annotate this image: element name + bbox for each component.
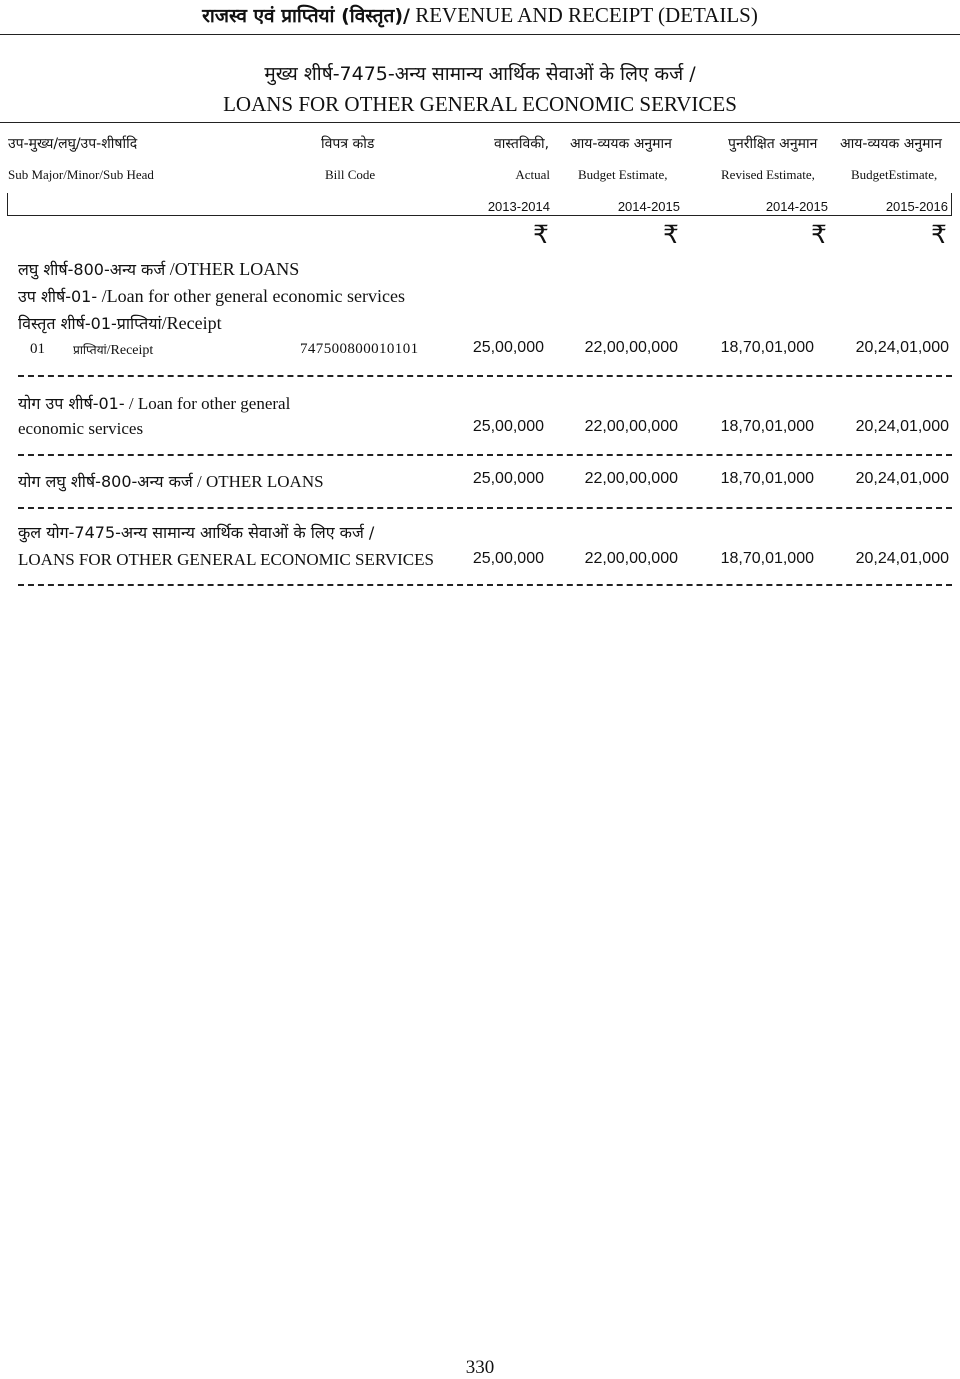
grand-total-revised: 18,70,01,000 <box>720 550 814 567</box>
grand-total-english: LOANS FOR OTHER GENERAL ECONOMIC SERVICES <box>18 550 434 569</box>
col-billcode-english: Bill Code <box>325 167 376 182</box>
major-head-hindi: मुख्य शीर्ष-7475-अन्य सामान्य आर्थिक सेवाओं के लिए कर्ज / <box>264 63 696 85</box>
minor-head-english: /OTHER LOANS <box>169 259 300 279</box>
major-head-english: LOANS FOR OTHER GENERAL ECONOMIC SERVICES <box>223 92 737 116</box>
title-rule <box>0 34 960 35</box>
sub-head-english: /Loan for other general economic services <box>101 286 405 306</box>
subhead-total-budget: 22,00,00,000 <box>584 418 678 435</box>
receipt-row-label <box>73 341 153 359</box>
dashed-divider <box>18 375 952 377</box>
minor-total-budget-next: 20,24,01,000 <box>855 470 949 487</box>
grand-total-actual: 25,00,000 <box>472 550 544 567</box>
col-budget-hindi: आय-व्ययक अनुमान <box>570 136 672 152</box>
col-head-hindi: उप-मुख्य/लघु/उप-शीर्षादि <box>8 136 138 152</box>
dashed-divider <box>18 584 952 586</box>
detailed-head-english: /Receipt <box>161 313 222 333</box>
col-budget-next-hindi: आय-व्ययक अनुमान <box>840 136 942 152</box>
minor-total-label <box>18 470 324 492</box>
grand-total-budget: 22,00,00,000 <box>584 550 678 567</box>
minor-head <box>18 258 299 280</box>
page-title <box>0 2 960 28</box>
receipt-row-label-hindi: प्राप्तियां <box>73 343 107 357</box>
subhead-total-hindi: योग उप शीर्ष-01- <box>18 394 125 413</box>
receipt-row-label-english: /Receipt <box>106 343 154 358</box>
subhead-total-actual: 25,00,000 <box>472 418 544 435</box>
receipt-row-revised: 18,70,01,000 <box>720 339 814 356</box>
header-right-rule <box>951 193 952 216</box>
col-budget-next-english: BudgetEstimate, <box>851 167 938 182</box>
grand-total-hindi: कुल योग-7475-अन्य सामान्य आर्थिक सेवाओं के लिए कर्ज / <box>18 523 375 542</box>
minor-total-revised: 18,70,01,000 <box>720 470 814 487</box>
rupee-icon: ₹ <box>811 220 827 249</box>
minor-total-hindi: योग लघु शीर्ष-800-अन्य कर्ज <box>18 472 193 491</box>
minor-total-english: / OTHER LOANS <box>197 472 324 491</box>
dashed-divider <box>18 454 952 456</box>
detailed-head-hindi: विस्तृत शीर्ष-01-प्राप्तियां <box>18 314 162 333</box>
col-revised-english: Revised Estimate, <box>721 167 815 182</box>
header-bottom-rule <box>8 215 952 216</box>
dashed-divider <box>18 507 952 509</box>
receipt-row-budget-next: 20,24,01,000 <box>855 339 949 356</box>
col-actual-english: Actual <box>515 167 550 182</box>
sub-head-hindi: उप शीर्ष-01- <box>18 287 98 306</box>
minor-total-actual: 25,00,000 <box>472 470 544 487</box>
col-budget-year: 2014-2015 <box>617 199 680 214</box>
receipt-row-code: 01 <box>30 341 45 357</box>
receipt-row-bill-code: 747500800010101 <box>300 341 419 357</box>
subhead-total-english-1: / Loan for other general <box>128 394 291 413</box>
subhead-total-english-2: economic services <box>18 419 144 438</box>
col-revised-hindi: पुनरीक्षित अनुमान <box>728 136 818 152</box>
col-budget-english: Budget Estimate, <box>578 167 668 182</box>
rupee-icon: ₹ <box>663 220 679 249</box>
page-number: 330 <box>465 1357 495 1378</box>
col-head-english: Sub Major/Minor/Sub Head <box>8 167 154 182</box>
col-actual-hindi: वास्तविकी, <box>494 136 550 152</box>
receipt-row-actual: 25,00,000 <box>472 339 544 356</box>
subhead-total-budget-next: 20,24,01,000 <box>855 418 949 435</box>
rupee-icon: ₹ <box>533 220 549 249</box>
col-actual-year: 2013-2014 <box>487 199 550 214</box>
col-billcode-hindi: विपत्र कोड <box>321 136 375 152</box>
page-title-hindi: राजस्व एवं प्राप्तियां (विस्तृत)/ <box>202 5 410 27</box>
detailed-head <box>18 312 222 334</box>
header-top-rule <box>0 122 960 123</box>
grand-total-budget-next: 20,24,01,000 <box>855 550 949 567</box>
subhead-total-revised: 18,70,01,000 <box>720 418 814 435</box>
page-title-english: REVENUE AND RECEIPT (DETAILS) <box>415 3 758 27</box>
col-revised-year: 2014-2015 <box>765 199 828 214</box>
minor-total-budget: 22,00,00,000 <box>584 470 678 487</box>
header-left-rule <box>7 193 8 216</box>
minor-head-hindi: लघु शीर्ष-800-अन्य कर्ज <box>18 260 166 279</box>
col-budget-next-year: 2015-2016 <box>885 199 948 214</box>
rupee-icon: ₹ <box>931 220 947 249</box>
sub-head <box>18 285 405 307</box>
subhead-total-line1 <box>18 392 290 414</box>
receipt-row-budget: 22,00,00,000 <box>584 339 678 356</box>
